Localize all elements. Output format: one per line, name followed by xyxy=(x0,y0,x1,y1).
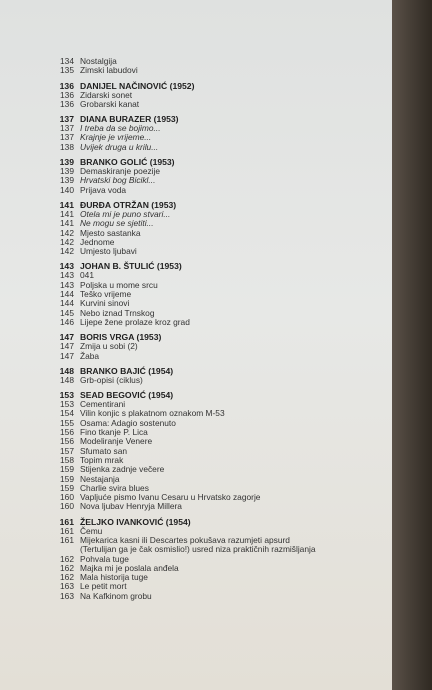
author-name: JOHAN B. ŠTULIĆ (1953) xyxy=(80,261,182,272)
poem-title: Mjesto sastanka xyxy=(80,227,141,238)
toc-entry xyxy=(54,66,384,75)
toc-entry xyxy=(54,247,384,256)
page-number: 143 xyxy=(60,270,74,281)
poem-title: Mijekarica kasni ili Descartes pokušava razumjeti apsurd xyxy=(80,534,290,545)
table-of-contents xyxy=(54,57,384,606)
page-number: 161 xyxy=(60,525,74,536)
page-number: 146 xyxy=(60,316,74,327)
poem-title: Poljska u mome srcu xyxy=(80,279,158,290)
page-number: 162 xyxy=(60,553,74,564)
page-number: 161 xyxy=(59,516,74,527)
page-number: 136 xyxy=(60,89,74,100)
poem-title: Fino tkanje P. Lica xyxy=(80,427,148,438)
page-number: 155 xyxy=(60,417,74,428)
page-number: 141 xyxy=(59,199,74,210)
page-number: 148 xyxy=(60,374,74,385)
toc-entry xyxy=(54,318,384,327)
toc-entry xyxy=(54,100,384,109)
page-number: 144 xyxy=(60,298,74,309)
page-number: 163 xyxy=(60,590,74,601)
poem-title: Kurvini sinovi xyxy=(80,298,130,309)
poem-title: Stijenka zadnje večere xyxy=(80,464,165,475)
toc-section xyxy=(54,81,384,110)
page-number: 156 xyxy=(60,436,74,447)
poem-title: Charlie svira blues xyxy=(80,482,149,493)
page-number: 156 xyxy=(60,427,74,438)
toc-entry xyxy=(54,342,384,351)
page-number: 139 xyxy=(60,166,74,177)
toc-section xyxy=(54,366,384,385)
poem-title: Nebo iznad Trnskog xyxy=(80,307,155,318)
poem-title: Žaba xyxy=(80,350,100,361)
poem-title: Grobarski kanat xyxy=(80,98,140,109)
poem-title: Umjesto ljubavi xyxy=(80,246,137,257)
poem-title: Jednome xyxy=(80,236,115,247)
poem-title: Zmija u sobi (2) xyxy=(80,341,138,352)
page-number: 162 xyxy=(60,562,74,573)
page-number: 160 xyxy=(60,501,74,512)
toc-entry xyxy=(54,143,384,152)
poem-title: Modeliranje Venere xyxy=(80,436,153,447)
page-number: 153 xyxy=(60,399,74,410)
poem-title: Krajnje je vrijeme... xyxy=(80,132,152,143)
page-number: 134 xyxy=(60,56,74,66)
toc-entry xyxy=(54,352,384,361)
author-name: ŽELJKO IVANKOVIĆ (1954) xyxy=(80,516,191,527)
page-number: 163 xyxy=(60,581,74,592)
poem-title: I treba da se bojimo... xyxy=(80,123,161,134)
toc-section xyxy=(54,114,384,152)
page-number: 147 xyxy=(60,341,74,352)
poem-title: Mala historija tuge xyxy=(80,572,148,583)
page-number: 135 xyxy=(60,65,74,76)
page-number: 145 xyxy=(60,307,74,318)
poem-title: Otela mi je puno stvari... xyxy=(80,208,171,219)
poem-title: Na Kafkinom grobu xyxy=(80,590,152,601)
toc-entry xyxy=(54,592,384,601)
book-edge xyxy=(392,0,432,690)
page-number: 142 xyxy=(60,236,74,247)
poem-title: Uvijek druga u krilu... xyxy=(80,141,159,152)
poem-title: Pohvala tuge xyxy=(80,553,129,564)
page-number: 157 xyxy=(60,445,74,456)
poem-title: Hrvatski bog Bicikl... xyxy=(80,175,156,186)
page-number: 139 xyxy=(59,157,74,168)
poem-title: Vapljuće pismo Ivanu Cesaru u Hrvatsko zagorje xyxy=(80,492,261,503)
page-number: 141 xyxy=(60,218,74,229)
toc-entry xyxy=(54,186,384,195)
poem-title: Nestajanja xyxy=(80,473,120,484)
page-number: 154 xyxy=(60,408,74,419)
toc-section xyxy=(54,517,384,601)
author-heading xyxy=(54,261,384,271)
page-number: 137 xyxy=(59,114,74,125)
poem-title: Prijava voda xyxy=(80,184,127,195)
author-name: DIANA BURAZER (1953) xyxy=(80,114,179,125)
poem-title: Teško vrijeme xyxy=(80,289,132,300)
page-number: 137 xyxy=(60,123,74,134)
page-number: 158 xyxy=(60,454,74,465)
poem-title: Zidarski sonet xyxy=(80,89,133,100)
page-number: 140 xyxy=(60,184,74,195)
page-number: 147 xyxy=(60,350,74,361)
poem-title: (Tertulijan ga je čak osmislio!) usred niza praktičnih razmišljanja xyxy=(80,544,316,555)
poem-title: Demaskiranje poezije xyxy=(80,166,161,177)
toc-section xyxy=(54,57,384,76)
page-number: 147 xyxy=(59,332,74,343)
page-number: 137 xyxy=(60,132,74,143)
poem-title: Čemu xyxy=(80,525,103,536)
poem-title: Osama: Adagio sostenuto xyxy=(80,417,176,428)
poem-title: Topim mrak xyxy=(80,454,124,465)
poem-title: Nostalgija xyxy=(80,56,117,66)
toc-entry xyxy=(54,502,384,511)
poem-title: Le petit mort xyxy=(80,581,127,592)
page-number: 143 xyxy=(59,261,74,272)
page-number: 159 xyxy=(60,482,74,493)
page-number: 142 xyxy=(60,227,74,238)
page-number: 143 xyxy=(60,279,74,290)
poem-title: Vilin konjic s plakatnom oznakom M-53 xyxy=(80,408,225,419)
author-name: ĐURĐA OTRŽAN (1953) xyxy=(80,199,177,210)
poem-title: 041 xyxy=(80,270,94,281)
author-name: DANIJEL NAČINOVIĆ (1952) xyxy=(80,80,195,91)
author-heading xyxy=(54,517,384,527)
page-number: 159 xyxy=(60,464,74,475)
poem-title: Lijepe žene prolaze kroz grad xyxy=(80,316,190,327)
toc-section xyxy=(54,261,384,327)
page-number: 138 xyxy=(60,141,74,152)
page-number: 160 xyxy=(60,492,74,503)
page-number: 141 xyxy=(60,208,74,219)
poem-title: Zimski labudovi xyxy=(80,65,138,76)
author-name: BORIS VRGA (1953) xyxy=(80,332,162,343)
page-number: 159 xyxy=(60,473,74,484)
page-number: 161 xyxy=(60,534,74,545)
poem-title: Grb-opisi (ciklus) xyxy=(80,374,143,385)
toc-section xyxy=(54,332,384,361)
page-number: 142 xyxy=(60,246,74,257)
toc-section xyxy=(54,390,384,512)
poem-title: Ne mogu se sjetiti... xyxy=(80,218,154,229)
poem-title: Sfumato san xyxy=(80,445,128,456)
author-name: SEAD BEGOVIĆ (1954) xyxy=(80,390,174,401)
page-number: 162 xyxy=(60,572,74,583)
toc-entry xyxy=(54,376,384,385)
toc-section xyxy=(54,200,384,256)
poem-title: Nova ljubav Henryja Millera xyxy=(80,501,182,512)
poem-title: Cementirani xyxy=(80,399,126,410)
author-name: BRANKO GOLIĆ (1953) xyxy=(80,157,175,168)
page-number: 148 xyxy=(59,365,74,376)
toc-section xyxy=(54,157,384,195)
page-number: 136 xyxy=(59,80,74,91)
page-number: 136 xyxy=(60,98,74,109)
author-name: BRANKO BAJIĆ (1954) xyxy=(80,365,174,376)
poem-title: Majka mi je poslala anđela xyxy=(80,562,179,573)
page-number: 153 xyxy=(59,390,74,401)
page-number: 144 xyxy=(60,289,74,300)
page-number: 139 xyxy=(60,175,74,186)
